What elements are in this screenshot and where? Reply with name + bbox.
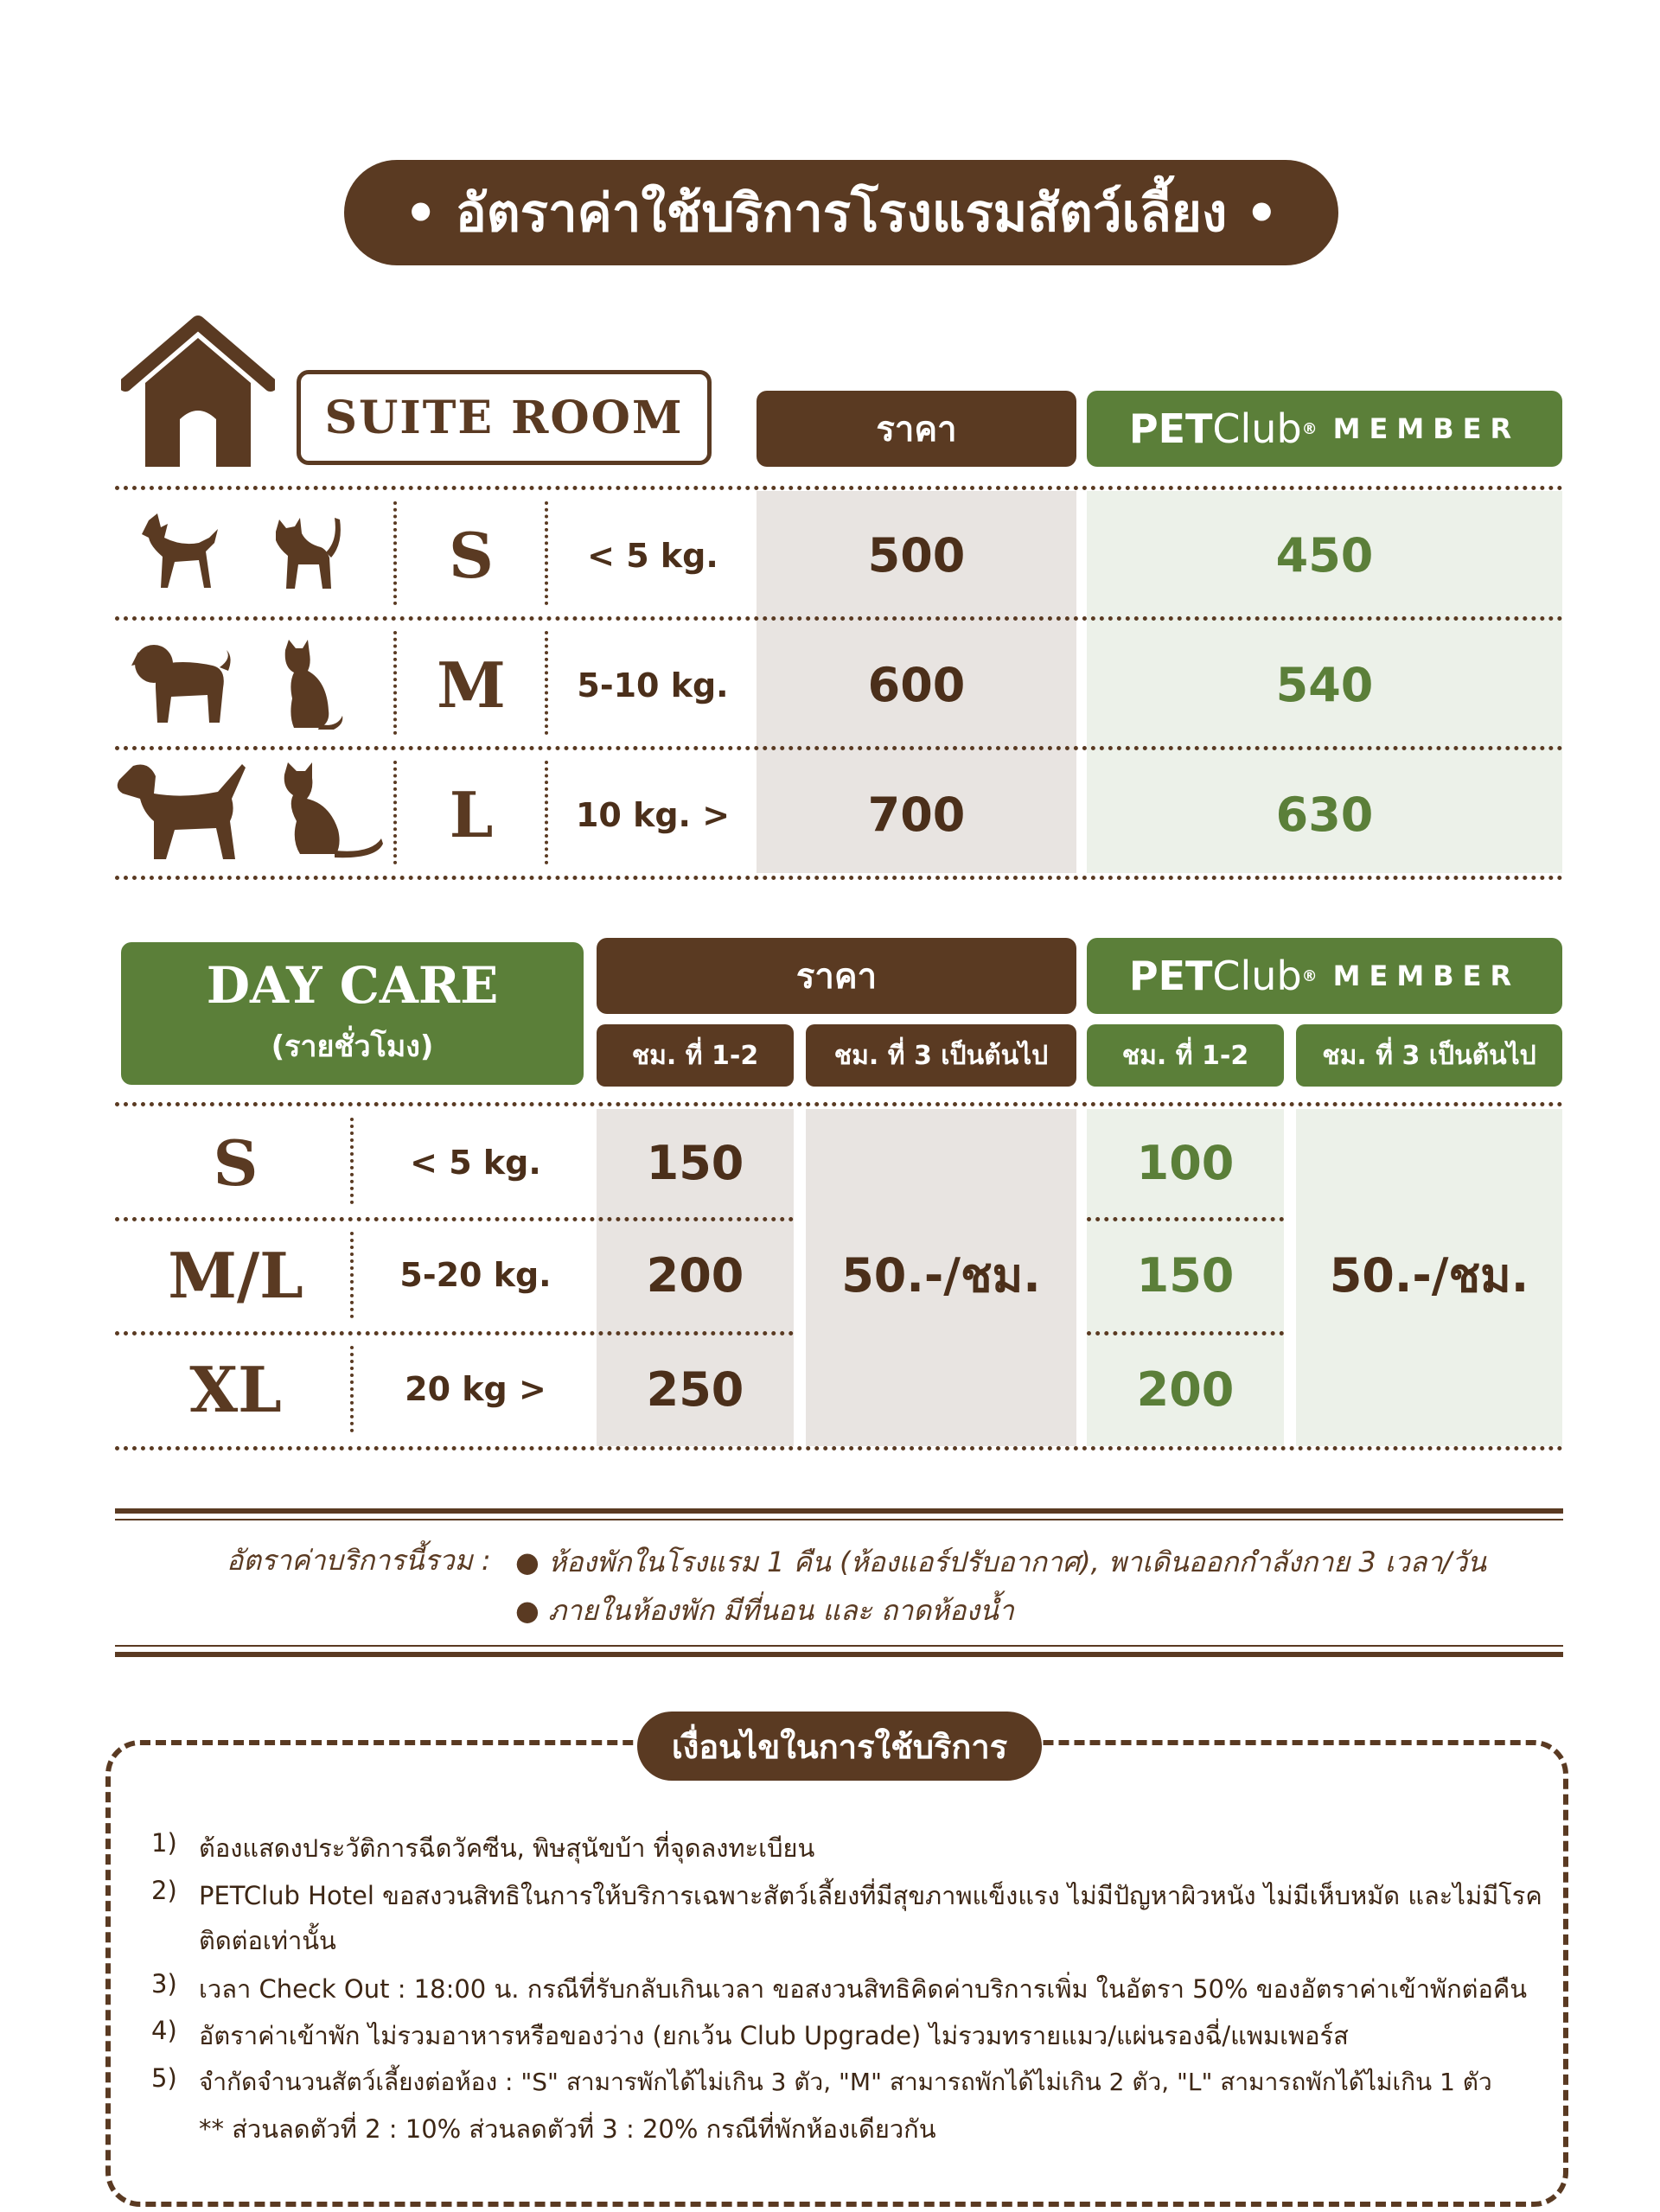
registered-mark: ® — [1301, 419, 1318, 438]
condition-text: PETClub Hotel ขอสงวนสิทธิในการให้บริการเฉพาะสัตว์เลี้ยงที่มีสุขภาพแข็งแรง ไม่มีปัญหาผิวหนัง ไม่มีเห็บหมัด และไม่มีโรค — [199, 1881, 1542, 1910]
large-dog-icon — [114, 759, 252, 863]
daycare-divider — [115, 1446, 1563, 1450]
condition-number: 5) — [151, 2063, 177, 2093]
weight-label: 5-20 kg. — [399, 1256, 552, 1294]
weight-label: 20 kg > — [405, 1370, 546, 1408]
daycare-col-divider — [350, 1232, 354, 1318]
col-hour-3-plus: ชม. ที่ 3 เป็นต้นไป — [806, 1024, 1076, 1087]
daycare-price: 200 — [646, 1247, 744, 1303]
suite-divider — [115, 746, 1563, 750]
house-icon — [121, 316, 275, 469]
condition-number: 3) — [151, 1969, 177, 1998]
daycare-extra-member-price: 50.-/ชม. — [1329, 1248, 1529, 1303]
condition-text: จำกัดจำนวนสัตว์เลี้ยงต่อห้อง : "S" สามารพักได้ไม่เกิน 3 ตัว, "M" สามารถพักได้ไม่เกิน 2 ตัว, "L" สามารถพักได้ไม่เกิน 1 ตัว — [199, 2068, 1492, 2096]
daycare-divider — [1087, 1331, 1284, 1335]
col-hour-1-2: ชม. ที่ 1-2 — [597, 1024, 794, 1087]
suite-col-divider — [393, 761, 397, 864]
condition-number: 1) — [151, 1828, 177, 1858]
condition-number: 4) — [151, 2016, 177, 2045]
daycare-col-divider — [350, 1346, 354, 1432]
member-label: MEMBER — [1332, 412, 1521, 445]
size-label: L — [449, 778, 494, 851]
suite-member-price: 450 — [1275, 528, 1374, 583]
page-title: • อัตราค่าใช้บริการโรงแรมสัตว์เลี้ยง • — [344, 160, 1338, 265]
daycare-divider — [115, 1331, 794, 1335]
condition-number: 2) — [151, 1876, 177, 1905]
daycare-divider — [115, 1217, 794, 1221]
petclub-logo-club: Club — [1212, 953, 1302, 999]
includes-label: อัตราค่าบริการนี้รวม : — [227, 1544, 491, 1577]
daycare-extra-price: 50.-/ชม. — [841, 1248, 1041, 1303]
size-label: S — [213, 1125, 259, 1200]
weight-label: 10 kg. > — [575, 795, 731, 834]
size-label: M/L — [168, 1238, 303, 1312]
member-label: MEMBER — [1332, 959, 1521, 992]
daycare-divider — [115, 1102, 1563, 1106]
daycare-subheading: (รายชั่วโมง) — [271, 1030, 434, 1064]
daycare-member-price: 100 — [1136, 1135, 1235, 1190]
includes-rule-top-thin — [115, 1519, 1563, 1520]
condition-text: ** ส่วนลดตัวที่ 2 : 10% ส่วนลดตัวที่ 3 : 20% กรณีที่พักห้องเดียวกัน — [199, 2114, 936, 2144]
suite-divider — [115, 876, 1563, 880]
includes-item-text: ห้องพักในโรงแรม 1 คืน (ห้องแอร์ปรับอากาศ), พาเดินออกกำลังกาย 3 เวลา/วัน — [548, 1546, 1486, 1578]
registered-mark: ® — [1301, 966, 1318, 985]
daycare-col-divider — [350, 1118, 354, 1204]
small-dog-icon — [138, 512, 225, 594]
daycare-price: 250 — [646, 1361, 744, 1417]
includes-rule-bottom — [115, 1652, 1563, 1657]
daycare-price-header: ราคา — [597, 938, 1076, 1014]
member-col-hour-1-2: ชม. ที่ 1-2 — [1087, 1024, 1284, 1087]
size-label: M — [437, 648, 506, 722]
petclub-logo-pet: PET — [1128, 953, 1213, 999]
suite-divider — [115, 486, 1563, 490]
daycare-heading: DAY CARE — [206, 956, 499, 1015]
suite-price: 700 — [867, 787, 966, 842]
suite-divider — [115, 616, 1563, 621]
daycare-member-price: 200 — [1136, 1361, 1235, 1417]
suite-price: 600 — [867, 658, 966, 712]
pug-icon — [130, 640, 233, 726]
conditions-title: เงื่อนไขในการใช้บริการ — [637, 1712, 1042, 1781]
sitting-cat-icon — [277, 638, 346, 731]
includes-rule-top — [115, 1508, 1563, 1514]
includes-item: ● ห้องพักในโรงแรม 1 คืน (ห้องแอร์ปรับอากาศ), พาเดินออกกำลังกาย 3 เวลา/วัน — [515, 1546, 1486, 1578]
suite-col-divider — [545, 761, 548, 864]
condition-text: อัตราค่าเข้าพัก ไม่รวมอาหารหรือของว่าง (ยกเว้น Club Upgrade) ไม่รวมทรายแมว/แผ่นรองฉี่/แพมเพอร์ส — [199, 2021, 1349, 2050]
condition-text: ติดต่อเท่านั้น — [199, 1926, 336, 1955]
includes-rule-bottom-thin — [115, 1645, 1563, 1647]
daycare-member-header — [1087, 938, 1562, 1014]
condition-text: ต้องแสดงประวัติการฉีดวัคซีน, พิษสุนัขบ้า ที่จุดลงทะเบียน — [199, 1833, 815, 1863]
suite-member-price: 540 — [1275, 658, 1374, 712]
cat-icon — [281, 761, 385, 860]
suite-price-header: ราคา — [757, 391, 1076, 467]
size-label: S — [449, 519, 494, 592]
includes-item: ● ภายในห้องพัก มีที่นอน และ ถาดห้องน้ำ — [515, 1594, 1014, 1627]
suite-col-divider — [545, 501, 548, 605]
weight-label: < 5 kg. — [410, 1144, 541, 1182]
suite-price: 500 — [867, 528, 966, 583]
petclub-logo-club: Club — [1212, 405, 1302, 452]
suite-member-price: 630 — [1275, 787, 1374, 842]
member-col-hour-3-plus: ชม. ที่ 3 เป็นต้นไป — [1296, 1024, 1562, 1087]
size-label: XL — [189, 1352, 282, 1426]
daycare-price: 150 — [646, 1135, 744, 1190]
suite-room-heading: SUITE ROOM — [297, 370, 712, 465]
weight-label: 5-10 kg. — [577, 666, 729, 704]
weight-label: < 5 kg. — [587, 536, 718, 575]
suite-col-divider — [545, 631, 548, 735]
suite-col-divider — [393, 631, 397, 735]
condition-text: เวลา Check Out : 18:00 น. กรณีที่รับกลับเกินเวลา ขอสงวนสิทธิคิดค่าบริการเพิ่ม ในอัตรา 50% ของอัตราค่าเข้าพักต่อคืน — [199, 1974, 1528, 2004]
daycare-member-price: 150 — [1136, 1247, 1235, 1303]
suite-member-header — [1087, 391, 1562, 467]
small-cat-icon — [272, 514, 342, 592]
petclub-logo-pet: PET — [1128, 405, 1213, 452]
daycare-divider — [1087, 1217, 1284, 1221]
suite-col-divider — [393, 501, 397, 605]
includes-item-text: ภายในห้องพัก มีที่นอน และ ถาดห้องน้ำ — [548, 1594, 1014, 1627]
